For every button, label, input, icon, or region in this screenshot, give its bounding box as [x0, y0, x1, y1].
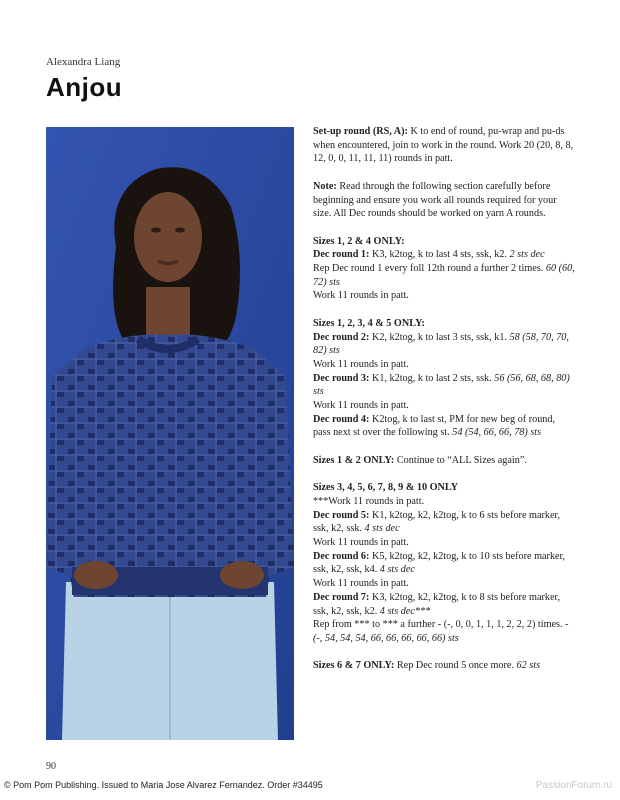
dec-round-4-count: 54 (54, 66, 66, 78) sts: [452, 427, 542, 439]
work-rounds-line: ***Work 11 rounds in patt.: [313, 495, 425, 507]
note-paragraph: [313, 180, 575, 221]
repeat-text: Rep from *** to *** a further - (-, 0, 0, 1, 1, 1, 2, 2, 2) times. -: [313, 619, 569, 631]
dec-round-2-text: K2, k2tog, k to last 3 sts, ssk, k1.: [369, 331, 510, 343]
sizes-3-10-section: [313, 481, 575, 645]
sizes-1-2-label: Sizes 1 & 2 ONLY:: [313, 454, 395, 466]
sizes-1-5-section: [313, 317, 575, 440]
work-rounds-line: Work 11 rounds in patt.: [313, 358, 409, 370]
sizes-1-5-heading: Sizes 1, 2, 3, 4 & 5 ONLY:: [313, 317, 425, 329]
sizes-6-7-text: Rep Dec round 5 once more.: [394, 660, 517, 672]
setup-label: Set-up round (RS, A):: [313, 126, 408, 137]
note-text: Read through the following section carefully before beginning and ensure you work all rounds required for your size. All Dec rounds should be worked on yarn A rounds.: [313, 180, 557, 220]
model-photo: [46, 127, 294, 740]
dec-round-7-label: Dec round 7:: [313, 591, 370, 603]
sizes-1-2-text: Continue to “ALL Sizes again”.: [394, 454, 527, 466]
dec-round-6-count: 4 sts dec: [379, 564, 415, 576]
dec-round-1-count: 2 sts dec: [509, 249, 545, 261]
dec-round-3-text: K1, k2tog, k to last 2 sts, ssk.: [369, 372, 495, 384]
dec-round-5-label: Dec round 5:: [313, 509, 370, 521]
repeat-count: (-, 54, 54, 54, 66, 66, 66, 66, 66) sts: [313, 632, 459, 644]
work-rounds-line: Work 11 rounds in patt.: [313, 400, 409, 412]
watermark: PassionForum.ru: [535, 780, 612, 791]
sizes-6-7-paragraph: [313, 659, 575, 673]
page-number: 90: [46, 761, 56, 772]
dec-round-7-text: K3, k2tog, k2, k2tog, k to 8 sts before marker, ssk, k2, ssk, k2.: [313, 591, 560, 617]
sizes-3-10-heading: Sizes 3, 4, 5, 6, 7, 8, 9 & 10 ONLY: [313, 482, 459, 494]
dec-round-6-label: Dec round 6:: [313, 550, 370, 562]
copyright-footer: © Pom Pom Publishing. Issued to Maria Jose Alvarez Fernandez. Order #34495: [4, 780, 323, 790]
work-rounds-line: Work 11 rounds in patt.: [313, 537, 409, 549]
sizes-1-2-4-heading: Sizes 1, 2 & 4 ONLY:: [313, 235, 405, 247]
work-rounds-line: Work 11 rounds in patt.: [313, 290, 409, 302]
dec-round-1-text: K3, k2tog, k to last 4 sts, ssk, k2.: [369, 249, 510, 261]
instructions-column: [313, 125, 575, 687]
pattern-title: Anjou: [46, 72, 123, 102]
dec-round-2-count: 58 (58, 70, 70, 82) sts: [313, 331, 569, 357]
dec-round-6-text: K5, k2tog, k2, k2tog, k to 10 sts before marker, ssk, k2, ssk, k4.: [313, 550, 566, 576]
dec-round-4-label: Dec round 4:: [313, 413, 370, 425]
author-name: Alexandra Liang: [46, 56, 121, 68]
note-label: Note:: [313, 180, 337, 192]
dec-round-3-label: Dec round 3:: [313, 372, 370, 384]
sizes-6-7-label: Sizes 6 & 7 ONLY:: [313, 660, 395, 672]
sizes-1-2-paragraph: [313, 454, 575, 468]
work-rounds-line: Work 11 rounds in patt.: [313, 578, 409, 590]
sizes-1-2-4-section: [313, 235, 575, 304]
dec-round-7-count: 4 sts dec***: [379, 605, 431, 617]
setup-paragraph: [313, 125, 575, 166]
dec-round-1-repeat-count: 60 (60, 72) sts: [313, 263, 575, 288]
dec-round-1-repeat: Rep Dec round 1 every foll 12th round a further 2 times.: [313, 263, 546, 274]
dec-round-5-count: 4 sts dec: [364, 523, 400, 535]
dec-round-2-label: Dec round 2:: [313, 331, 370, 343]
sizes-6-7-count: 62 sts: [516, 660, 541, 672]
dec-round-5-text: K1, k2tog, k2, k2tog, k to 6 sts before marker, ssk, k2, ssk.: [313, 509, 560, 535]
setup-text: K to end of round, pu-wrap and pu-ds when encountered, join to work in the round. Work 20 (20, 8, 8, 12, 0, 0, 11, 11, 11) rounds in patt.: [313, 126, 574, 165]
dec-round-4-text: K2tog, k to last st, PM for new beg of round, pass next st over the following st.: [313, 413, 556, 439]
dec-round-1-label: Dec round 1:: [313, 249, 370, 261]
dec-round-3-count: 56 (56, 68, 68, 80) sts: [313, 372, 570, 398]
